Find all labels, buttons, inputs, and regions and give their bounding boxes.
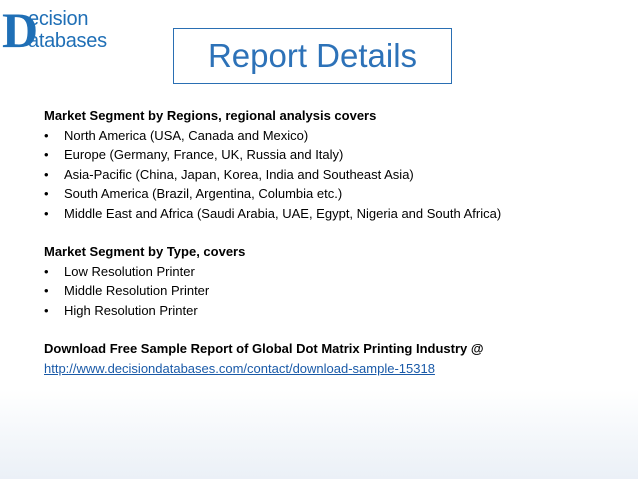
list-item — [44, 126, 634, 146]
bullet-icon: • — [44, 302, 49, 318]
region-item: Asia-Pacific (China, Japan, Korea, India and Southeast Asia) — [64, 166, 414, 182]
region-item: South America (Brazil, Argentina, Columbia etc.) — [64, 186, 343, 201]
type-item: High Resolution Printer — [64, 302, 198, 318]
bullet-icon: • — [44, 205, 49, 221]
list-item — [44, 204, 634, 224]
logo-letter: D — [2, 2, 39, 58]
regions-heading: Market Segment by Regions, regional analysis covers — [44, 108, 377, 123]
download-sample-link[interactable]: http://www.decisiondatabases.com/contact/download-sample-15318 — [44, 360, 435, 376]
logo-line-1: ecision — [28, 8, 89, 30]
region-item: Middle East and Africa (Saudi Arabia, UAE, Egypt, Nigeria and South Africa) — [64, 205, 502, 221]
bullet-icon: • — [44, 263, 49, 279]
list-item — [44, 145, 634, 165]
spacer — [44, 223, 634, 242]
background-gradient — [0, 389, 638, 479]
bullet-icon: • — [44, 166, 49, 182]
list-item — [44, 184, 634, 204]
decision-databases-logo — [2, 4, 122, 56]
list-item — [44, 301, 634, 321]
type-item: Low Resolution Printer — [64, 263, 195, 279]
region-item: North America (USA, Canada and Mexico) — [64, 127, 309, 143]
types-heading: Market Segment by Type, covers — [44, 244, 246, 259]
spacer — [44, 320, 634, 339]
list-item — [44, 165, 634, 185]
title-box — [173, 28, 452, 84]
bullet-icon: • — [44, 186, 49, 201]
bullet-icon: • — [44, 147, 49, 162]
download-heading: Download Free Sample Report of Global Dot Matrix Printing Industry @ — [44, 341, 484, 356]
type-item: Middle Resolution Printer — [64, 283, 210, 298]
bullet-icon: • — [44, 283, 49, 298]
list-item — [44, 281, 634, 301]
bullet-icon: • — [44, 127, 49, 143]
list-item — [44, 262, 634, 282]
report-content — [44, 106, 634, 378]
logo-line-2: atabases — [28, 30, 107, 52]
page-title: Report Details — [207, 37, 418, 74]
region-item: Europe (Germany, France, UK, Russia and Italy) — [64, 147, 344, 162]
